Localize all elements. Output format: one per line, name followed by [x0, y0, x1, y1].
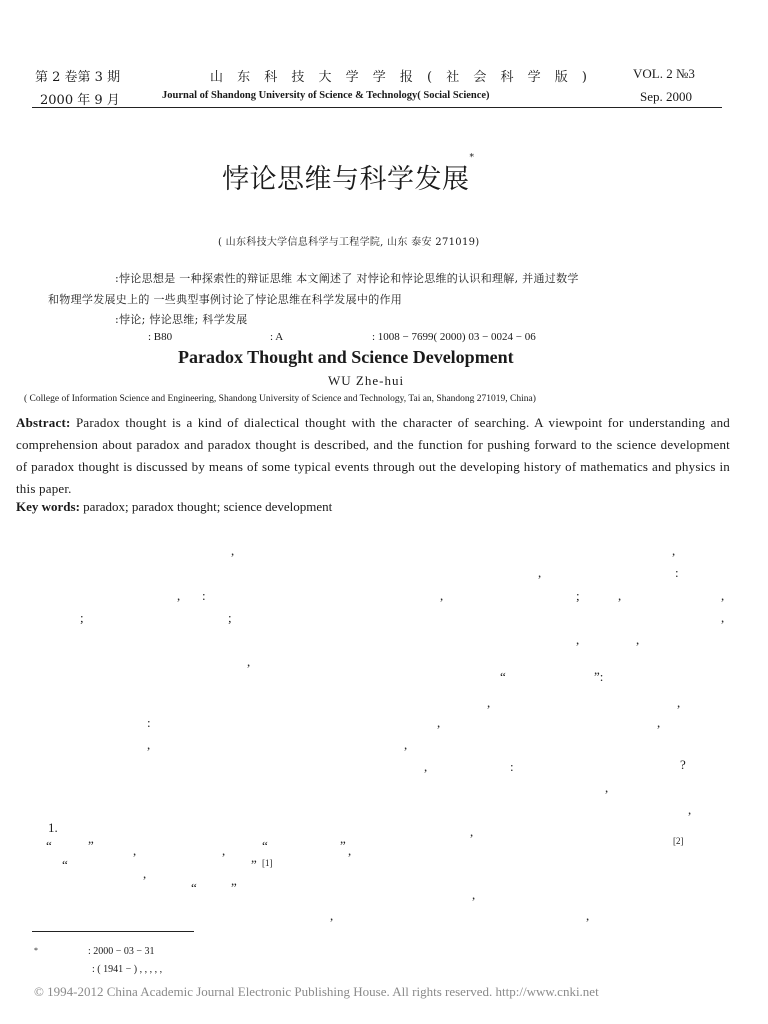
keywords-en-text: paradox; paradox thought; science development: [83, 499, 333, 514]
body-punct: ”: [231, 880, 237, 895]
body-punct: ”: [340, 838, 346, 853]
body-punct: ,: [538, 565, 542, 580]
body-punct: ”: [251, 857, 257, 872]
abstract-en: [16, 412, 730, 500]
body-punct: ,: [472, 887, 476, 902]
body-punct: ,: [231, 543, 235, 558]
body-punct: :: [675, 565, 679, 580]
body-punct: ,: [688, 802, 692, 817]
body-punct: ,: [672, 543, 676, 558]
body-punct: ,: [147, 737, 151, 752]
body-punct: “: [500, 669, 506, 684]
body-punct: ,: [437, 715, 441, 730]
body-punct: ;: [80, 610, 84, 625]
body-punct: ”:: [594, 669, 604, 684]
abstract-label: Abstract:: [16, 415, 71, 430]
body-punct: ,: [470, 824, 474, 839]
keywords-label: Key words:: [16, 499, 80, 514]
body-punct: “: [191, 880, 197, 895]
footnote-author: : ( 1941 − ) , , , , ,: [92, 964, 163, 975]
body-punct: ,: [657, 715, 661, 730]
body-punct: ,: [133, 843, 137, 858]
body-punct: ,: [143, 866, 147, 881]
body-punct: ,: [222, 843, 226, 858]
body-punct: ,: [330, 908, 334, 923]
issue-label-cn: 第 2 卷第 3 期: [35, 70, 121, 85]
affiliation-cn: ( 山东科技大学信息科学与工程学院, 山东 泰安 271019): [218, 237, 480, 248]
header-rule: [32, 107, 722, 108]
body-punct: “: [62, 857, 68, 872]
body-punct: ,: [677, 695, 681, 710]
title-footnote-mark: *: [469, 153, 475, 163]
body-punct: ,: [721, 588, 725, 603]
abstract-en-text: Paradox thought is a kind of dialectical thought with the character of searching. A viewpoint for understanding and comprehension about paradox and paradox thought is described, and the function for pushing forward to the science development of paradox thought is discussed by means of some typical events through out the developing history of mathematics and physics in this paper.: [16, 415, 730, 496]
article-id: : 1008 − 7699( 2000) 03 − 0024 − 06: [372, 331, 536, 343]
keywords-en: [16, 499, 332, 515]
body-punct: ”: [88, 838, 94, 853]
body-punct: ,: [247, 654, 251, 669]
body-punct: ,: [348, 843, 352, 858]
page-title-cn: [222, 153, 475, 196]
body-punct: ,: [618, 588, 622, 603]
abstract-cn-line-2: 和物理学发展史上的 一些典型事例讨论了悖论思维在科学发展中的作用: [48, 293, 403, 306]
body-punct: ,: [721, 610, 725, 625]
author-en: WU Zhe-hui: [328, 373, 405, 388]
body-punct: ,: [424, 759, 428, 774]
keywords-cn: :悖论; 悖论思维; 科学发展: [115, 313, 248, 326]
title-cn-text: 悖论思维与科学发展: [222, 164, 470, 195]
body-punct: :: [510, 759, 514, 774]
section-number: 1.: [48, 820, 58, 835]
footnote-received: [34, 946, 155, 957]
body-punct: ;: [228, 610, 232, 625]
body-punct: ,: [487, 695, 491, 710]
body-punct: “: [262, 838, 268, 853]
body-punct: ;: [576, 588, 580, 603]
title-en: Paradox Thought and Science Development: [178, 347, 514, 367]
body-punct: :: [202, 588, 206, 603]
body-punct: ,: [605, 780, 609, 795]
copyright-notice: © 1994-2012 China Academic Journal Electronic Publishing House. All rights reserved. http://www.cnki.net: [34, 984, 599, 999]
body-punct: ,: [404, 737, 408, 752]
body-punct: “: [46, 838, 52, 853]
citation-2: [2]: [673, 836, 684, 846]
abstract-cn-line-1: :悖论思想是 一种探索性的辩证思维 本文阐述了 对悖论和悖论思维的认识和理解, 并通过数学: [115, 272, 579, 285]
footnote-marker: *: [34, 946, 38, 955]
footnote-rule: [32, 931, 194, 932]
body-punct: ,: [440, 588, 444, 603]
body-punct: ,: [636, 632, 640, 647]
document-code: : A: [270, 331, 284, 343]
journal-name-en: Journal of Shandong University of Science & Technology( Social Science): [162, 90, 490, 101]
body-punct: ?: [680, 757, 686, 772]
affiliation-en: ( College of Information Science and Engineering, Shandong University of Science and Technology, Tai an, Shandong 271019, China): [24, 394, 536, 404]
classification-number: : B80: [148, 331, 173, 343]
footnote-received-date: : 2000 − 03 − 31: [88, 946, 155, 957]
date-label-cn: 2000 年 9 月: [40, 93, 120, 108]
volume-label-en: VOL. 2 №3: [633, 66, 695, 81]
citation-1: [1]: [262, 858, 273, 868]
body-punct: ,: [576, 632, 580, 647]
body-punct: ,: [586, 908, 590, 923]
body-punct: :: [147, 715, 151, 730]
body-punct: ,: [177, 588, 181, 603]
date-label-en: Sep. 2000: [640, 89, 692, 104]
journal-name-cn: 山 东 科 技 大 学 学 报 ( 社 会 科 学 版 ): [210, 70, 592, 85]
